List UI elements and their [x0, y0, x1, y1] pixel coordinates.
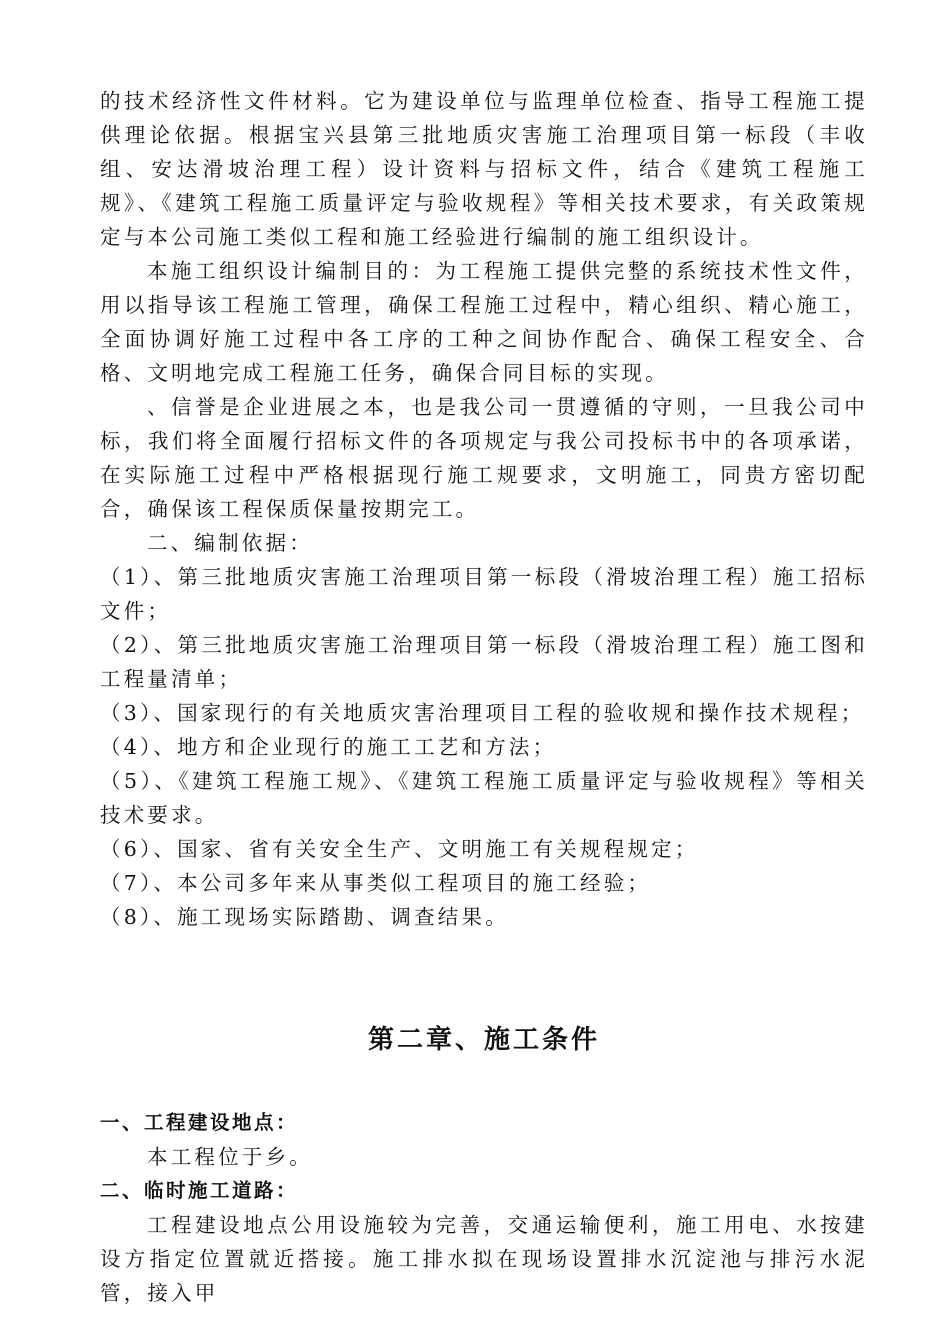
- document-page: [100, 84, 868, 1310]
- basis-item-3: （3）、国家现行的有关地质灾害治理项目工程的验收规和操作技术规程；: [100, 701, 865, 725]
- paragraph-purpose: 本施工组织设计编制目的：为工程施工提供完整的系统技术性文件，用以指导该工程施工管理，确保工程施工过程中，精心组织、精心施工，全面协调好施工过程中各工序的工种之间协作配合、确保工程安全、合格、文明地完成工程施工任务，确保合同目标的实现。: [100, 259, 868, 385]
- basis-item-6: （6）、国家、省有关安全生产、文明施工有关规程规定；: [100, 837, 699, 861]
- heading-construction-site: 一、工程建设地点：: [100, 1111, 299, 1134]
- basis-item-2: （2）、第三批地质灾害施工治理项目第一标段（滑坡治理工程）施工图和工程量清单；: [100, 633, 868, 691]
- basis-list: [100, 560, 868, 934]
- basis-item-4: （4）、地方和企业现行的施工工艺和方法；: [100, 735, 557, 759]
- basis-item-1: （1）、第三批地质灾害施工治理项目第一标段（滑坡治理工程）施工招标文件；: [100, 565, 868, 623]
- paragraph-temporary-road: 工程建设地点公用设施较为完善，交通运输便利，施工用电、水按建设方指定位置就近搭接。施工排水拟在现场设置排水沉淀池与排污水泥管，接入甲: [100, 1213, 868, 1305]
- section-title-basis: 二、编制依据：: [147, 531, 313, 555]
- heading-temporary-road: 二、临时施工道路：: [100, 1179, 299, 1202]
- basis-item-7: （7）、本公司多年来从事类似工程项目的施工经验；: [100, 871, 652, 895]
- paragraph-reputation: 、信誉是企业进展之本，也是我公司一贯遵循的守则，一旦我公司中标，我们将全面履行招标文件的各项规定与我公司投标书中的各项承诺，在实际施工过程中严格根据现行施工规要求，文明施工，同贵方密切配合，确保该工程保质保量按期完工。: [100, 395, 868, 521]
- paragraph-site-location: 本工程位于乡。: [147, 1145, 313, 1169]
- basis-item-5: （5）、《建筑工程施工规》、《建筑工程施工质量评定与验收规程》等相关技术要求。: [100, 769, 868, 827]
- paragraph-technical-basis: 的技术经济性文件材料。它为建设单位与监理单位检查、指导工程施工提供理论依据。根据宝兴县第三批地质灾害施工治理项目第一标段（丰收组、安达滑坡治理工程）设计资料与招标文件，结合《建筑工程施工规》、《建筑工程施工质量评定与验收规程》等相关技术要求，有关政策规定与本公司施工类似工程和施工经验进行编制的施工组织设计。: [100, 89, 868, 249]
- chapter-title: 第二章、施工条件: [367, 1025, 600, 1055]
- basis-item-8: （8）、施工现场实际踏勘、调查结果。: [100, 905, 509, 929]
